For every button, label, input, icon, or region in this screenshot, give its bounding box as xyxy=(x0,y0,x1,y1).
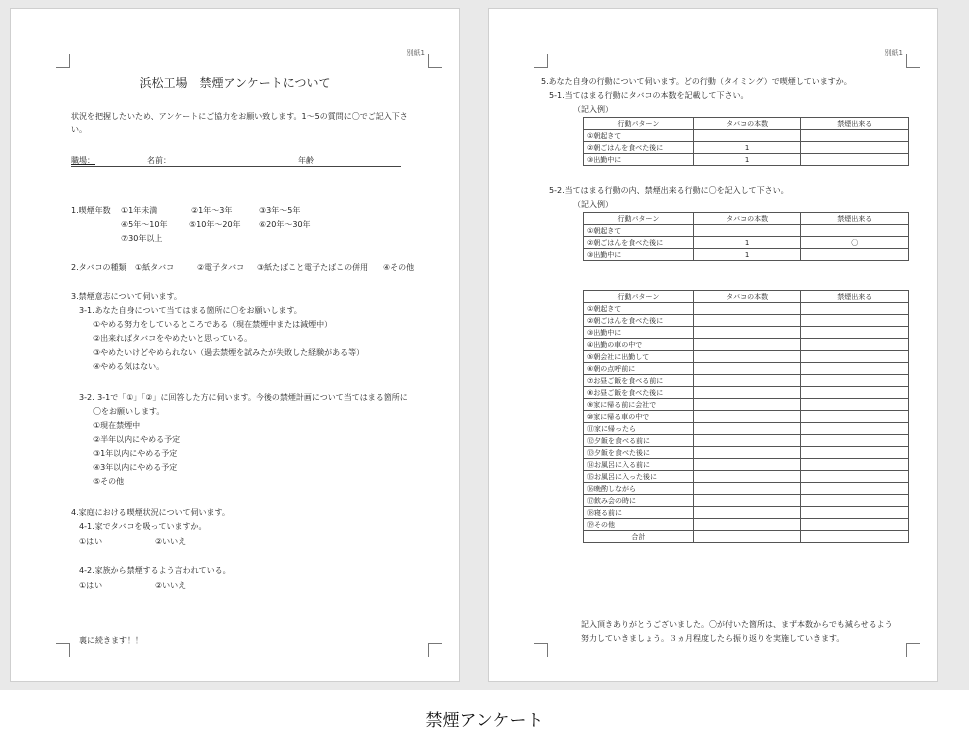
field-underline xyxy=(71,166,401,167)
behavior-cell: ⑰飲み会の時に xyxy=(584,495,694,507)
column-header: タバコの本数 xyxy=(693,213,801,225)
q1-option: ⑤10年～20年 xyxy=(189,220,241,229)
table-cell xyxy=(801,142,909,154)
behavior-cell: ⑧お昼ご飯を食べた後に xyxy=(584,387,694,399)
field-workplace: 職場： xyxy=(71,156,95,165)
input-cell[interactable] xyxy=(801,459,909,471)
q2-option: ③紙たばこと電子たばこの併用 xyxy=(257,263,369,272)
figure-caption: 禁煙アンケート xyxy=(425,711,544,731)
table-cell: ③出勤中に xyxy=(584,249,694,261)
behavior-cell: ⑩家に帰る車の中で xyxy=(584,411,694,423)
q4-2-yes: ①はい xyxy=(79,581,103,590)
q2-option: ④その他 xyxy=(383,263,415,272)
input-cell[interactable] xyxy=(801,315,909,327)
behavior-cell: ①朝起きて xyxy=(584,303,694,315)
q2-label: 2.タバコの種類 xyxy=(71,263,127,272)
page-1 xyxy=(10,8,460,682)
example-label: （記入例） xyxy=(573,200,613,209)
table-row xyxy=(584,507,909,519)
behavior-cell: ②朝ごはんを食べた後に xyxy=(584,315,694,327)
q4-heading: 4.家庭における喫煙状況について伺います。 xyxy=(71,508,230,517)
table-row xyxy=(584,130,909,142)
crop-mark xyxy=(56,54,70,68)
table-row xyxy=(584,303,909,315)
table-cell xyxy=(801,249,909,261)
table-row xyxy=(584,423,909,435)
table-row xyxy=(584,375,909,387)
thanks-text: 努力していきましょう。３ヵ月程度したら振り返りを実施していきます。 xyxy=(581,634,845,643)
example-label: （記入例） xyxy=(573,105,613,114)
table-cell: 1 xyxy=(693,142,801,154)
input-cell[interactable] xyxy=(693,339,801,351)
q3-2-option: ④3年以内にやめる予定 xyxy=(93,463,178,472)
column-header: 禁煙出来る xyxy=(801,118,909,130)
input-cell[interactable] xyxy=(801,363,909,375)
example-table-2 xyxy=(583,212,909,261)
total-label: 合計 xyxy=(584,531,694,543)
behavior-cell: ⑥朝の点呼前に xyxy=(584,363,694,375)
behavior-cell: ③出勤中に xyxy=(584,327,694,339)
q2-option: ②電子タバコ xyxy=(197,263,245,272)
crop-mark xyxy=(428,643,442,657)
q1-label: 1.喫煙年数 xyxy=(71,206,111,215)
document-title: 浜松工場 禁煙アンケートについて xyxy=(139,76,331,90)
column-header: 行動パターン xyxy=(584,291,694,303)
table-cell xyxy=(693,130,801,142)
input-cell[interactable] xyxy=(801,399,909,411)
input-cell[interactable] xyxy=(801,375,909,387)
behavior-cell: ⑯晩酌しながら xyxy=(584,483,694,495)
input-cell[interactable] xyxy=(693,519,801,531)
q1-option: ⑦30年以上 xyxy=(121,234,163,243)
input-cell[interactable] xyxy=(693,423,801,435)
attachment-label: 別紙1 xyxy=(884,49,903,57)
q5-1-text: 5-1.当てはまる行動にタバコの本数を記載して下さい。 xyxy=(549,91,749,100)
table-row xyxy=(584,351,909,363)
column-header: タバコの本数 xyxy=(693,291,801,303)
input-cell[interactable] xyxy=(693,459,801,471)
input-cell[interactable] xyxy=(801,327,909,339)
input-cell[interactable] xyxy=(693,375,801,387)
table-cell xyxy=(693,225,801,237)
behavior-cell: ④出勤の車の中で xyxy=(584,339,694,351)
table-row xyxy=(584,387,909,399)
table-cell xyxy=(801,225,909,237)
table-row xyxy=(584,339,909,351)
table-row xyxy=(584,519,909,531)
table-cell: 1 xyxy=(693,249,801,261)
input-cell[interactable] xyxy=(693,495,801,507)
table-row xyxy=(584,471,909,483)
table-row xyxy=(584,447,909,459)
page-2 xyxy=(488,8,938,682)
q3-heading: 3.禁煙意志について伺います。 xyxy=(71,292,182,301)
input-cell[interactable] xyxy=(801,411,909,423)
q3-2-option: ⑤その他 xyxy=(93,477,125,486)
behavior-cell: ⑪家に帰ったら xyxy=(584,423,694,435)
table-cell: 1 xyxy=(693,154,801,166)
input-cell[interactable] xyxy=(693,387,801,399)
input-cell[interactable] xyxy=(801,531,909,543)
example-table-1 xyxy=(583,117,909,166)
q4-1-text: 4-1.家でタバコを吸っていますか。 xyxy=(79,522,207,531)
q3-2-text: 3-2. 3-1で「①」「②」に回答した方に伺います。今後の禁煙計画について当てはまる箇所に xyxy=(79,393,408,402)
thanks-text: 記入頂きありがとうございました。〇が付いた箇所は、まず本数からでも減らせるよう xyxy=(581,620,893,629)
behavior-cell: ⑭お風呂に入る前に xyxy=(584,459,694,471)
q3-2-option: ③1年以内にやめる予定 xyxy=(93,449,178,458)
field-name: 名前： xyxy=(147,156,171,165)
q1-option: ①1年未満 xyxy=(121,206,158,215)
input-cell[interactable] xyxy=(693,351,801,363)
input-cell[interactable] xyxy=(801,471,909,483)
input-cell[interactable] xyxy=(801,507,909,519)
table-cell: 〇 xyxy=(801,237,909,249)
attachment-label: 別紙1 xyxy=(406,49,425,57)
input-cell[interactable] xyxy=(693,327,801,339)
table-cell xyxy=(801,154,909,166)
table-cell: ②朝ごはんを食べた後に xyxy=(584,237,694,249)
q3-1-option: ①やめる努力をしているところである（現在禁煙中または減煙中） xyxy=(93,320,333,329)
table-row xyxy=(584,315,909,327)
input-cell[interactable] xyxy=(801,435,909,447)
input-cell[interactable] xyxy=(693,399,801,411)
behavior-table xyxy=(583,290,909,543)
table-row xyxy=(584,327,909,339)
behavior-cell: ⑤朝会社に出勤して xyxy=(584,351,694,363)
table-cell: ②朝ごはんを食べた後に xyxy=(584,142,694,154)
table-row xyxy=(584,237,909,249)
q3-2-option: ①現在禁煙中 xyxy=(93,421,141,430)
input-cell[interactable] xyxy=(801,519,909,531)
q2-option: ①紙タバコ xyxy=(135,263,175,272)
crop-mark xyxy=(906,54,920,68)
total-row xyxy=(584,531,909,543)
crop-mark xyxy=(428,54,442,68)
q1-option: ②1年～3年 xyxy=(191,206,233,215)
input-cell[interactable] xyxy=(693,483,801,495)
q3-1-option: ③やめたいけどやめられない（過去禁煙を試みたが失敗した経験がある等） xyxy=(93,348,365,357)
behavior-cell: ⑱寝る前に xyxy=(584,507,694,519)
q4-2-text: 4-2.家族から禁煙するよう言われている。 xyxy=(79,566,231,575)
continued-note: 裏に続きます！！ xyxy=(79,636,143,645)
behavior-cell: ⑫夕飯を食べる前に xyxy=(584,435,694,447)
table-header-row xyxy=(584,213,909,225)
behavior-cell: ⑨家に帰る前に会社で xyxy=(584,399,694,411)
q1-option: ④5年～10年 xyxy=(121,220,168,229)
q3-1-option: ④やめる気はない。 xyxy=(93,362,165,371)
input-cell[interactable] xyxy=(801,483,909,495)
q4-1-no: ②いいえ xyxy=(155,537,187,546)
behavior-cell: ⑦お昼ご飯を食べる前に xyxy=(584,375,694,387)
table-row xyxy=(584,225,909,237)
q1-option: ③3年～5年 xyxy=(259,206,301,215)
input-cell[interactable] xyxy=(693,507,801,519)
input-cell[interactable] xyxy=(693,471,801,483)
input-cell[interactable] xyxy=(801,351,909,363)
table-cell: ①朝起きて xyxy=(584,130,694,142)
q3-2-option: ②半年以内にやめる予定 xyxy=(93,435,181,444)
column-header: 禁煙出来る xyxy=(801,213,909,225)
crop-mark xyxy=(906,643,920,657)
table-cell: ③出勤中に xyxy=(584,154,694,166)
table-row xyxy=(584,483,909,495)
table-header-row xyxy=(584,118,909,130)
q3-2-text: 〇をお願いします。 xyxy=(93,407,165,416)
input-cell[interactable] xyxy=(801,447,909,459)
table-row xyxy=(584,435,909,447)
table-row xyxy=(584,411,909,423)
table-row xyxy=(584,399,909,411)
behavior-cell: ⑮お風呂に入った後に xyxy=(584,471,694,483)
q4-1-yes: ①はい xyxy=(79,537,103,546)
input-cell[interactable] xyxy=(801,387,909,399)
input-cell[interactable] xyxy=(693,447,801,459)
input-cell[interactable] xyxy=(693,363,801,375)
column-header: 禁煙出来る xyxy=(801,291,909,303)
table-row xyxy=(584,154,909,166)
input-cell[interactable] xyxy=(693,315,801,327)
input-cell[interactable] xyxy=(693,531,801,543)
behavior-cell: ⑬夕飯を食べた後に xyxy=(584,447,694,459)
input-cell[interactable] xyxy=(693,435,801,447)
table-row xyxy=(584,459,909,471)
input-cell[interactable] xyxy=(693,411,801,423)
input-cell[interactable] xyxy=(801,303,909,315)
q5-heading: 5.あなた自身の行動について伺います。どの行動（タイミング）で喫煙していますか。 xyxy=(541,77,852,86)
intro-text: い。 xyxy=(71,125,87,134)
table-row xyxy=(584,142,909,154)
field-age: 年齢 xyxy=(298,156,314,165)
crop-mark xyxy=(56,643,70,657)
input-cell[interactable] xyxy=(801,423,909,435)
q1-option: ⑥20年～30年 xyxy=(259,220,311,229)
q3-1-option: ②出来ればタバコをやめたいと思っている。 xyxy=(93,334,253,343)
crop-mark xyxy=(534,643,548,657)
table-cell: 1 xyxy=(693,237,801,249)
table-cell: ①朝起きて xyxy=(584,225,694,237)
table-cell xyxy=(801,130,909,142)
behavior-cell: ⑲その他 xyxy=(584,519,694,531)
table-row xyxy=(584,249,909,261)
table-row xyxy=(584,495,909,507)
intro-text: 状況を把握したいため、アンケートにご協力をお願い致します。1～5の質問に〇でご記入下さ xyxy=(71,112,408,121)
q3-1-text: 3-1.あなた自身について当てはまる箇所に〇をお願いします。 xyxy=(79,306,302,315)
crop-mark xyxy=(534,54,548,68)
q5-2-text: 5-2.当てはまる行動の内、禁煙出来る行動に〇を記入して下さい。 xyxy=(549,186,789,195)
table-header-row xyxy=(584,291,909,303)
column-header: 行動パターン xyxy=(584,118,694,130)
table-row xyxy=(584,363,909,375)
column-header: タバコの本数 xyxy=(693,118,801,130)
input-cell[interactable] xyxy=(801,495,909,507)
input-cell[interactable] xyxy=(693,303,801,315)
q4-2-no: ②いいえ xyxy=(155,581,187,590)
column-header: 行動パターン xyxy=(584,213,694,225)
input-cell[interactable] xyxy=(801,339,909,351)
